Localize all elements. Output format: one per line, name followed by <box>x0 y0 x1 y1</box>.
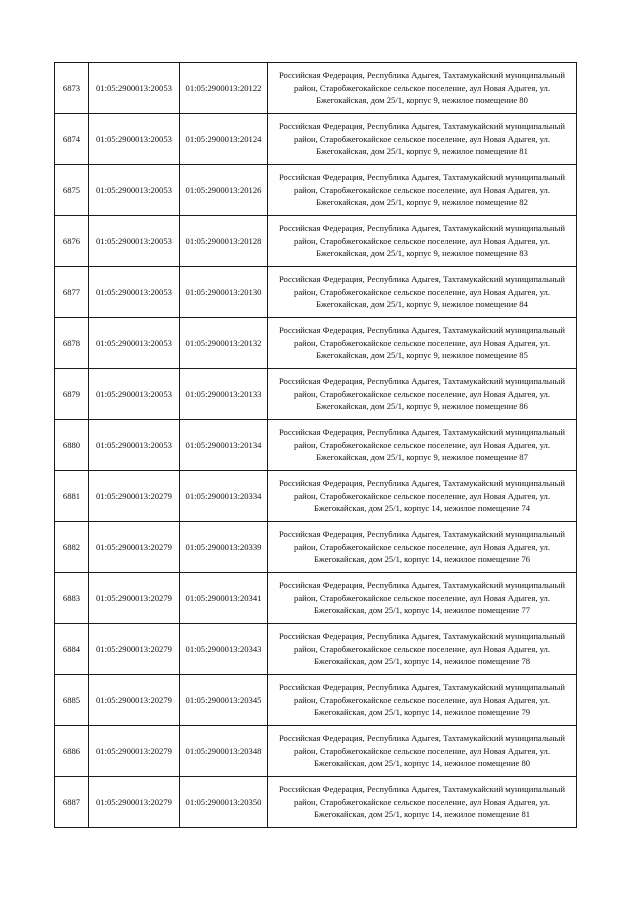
row-number-cell: 6885 <box>55 675 89 726</box>
address-cell: Российская Федерация, Республика Адыгея, Тахтамукайский муниципальный район, Старобжегокайское сельское поселение, аул Новая Адыгея, ул. Бжегокайская, дом 25/1, корпус 14, нежилое помещение 74 <box>268 471 577 522</box>
table-row <box>55 114 577 165</box>
address-cell: Российская Федерация, Республика Адыгея, Тахтамукайский муниципальный район, Старобжегокайское сельское поселение, аул Новая Адыгея, ул. Бжегокайская, дом 25/1, корпус 9, нежилое помещение 85 <box>268 318 577 369</box>
row-number-cell: 6883 <box>55 573 89 624</box>
cadastral-number-cell: 01:05:2900013:20350 <box>180 777 268 828</box>
parent-cadastral-number-cell: 01:05:2900013:20279 <box>89 522 180 573</box>
row-number-cell: 6873 <box>55 63 89 114</box>
parent-cadastral-number-cell: 01:05:2900013:20053 <box>89 369 180 420</box>
address-cell: Российская Федерация, Республика Адыгея, Тахтамукайский муниципальный район, Старобжегокайское сельское поселение, аул Новая Адыгея, ул. Бжегокайская, дом 25/1, корпус 14, нежилое помещение 76 <box>268 522 577 573</box>
parent-cadastral-number-cell: 01:05:2900013:20053 <box>89 63 180 114</box>
row-number-cell: 6886 <box>55 726 89 777</box>
registry-table <box>54 62 577 828</box>
address-cell: Российская Федерация, Республика Адыгея, Тахтамукайский муниципальный район, Старобжегокайское сельское поселение, аул Новая Адыгея, ул. Бжегокайская, дом 25/1, корпус 9, нежилое помещение 86 <box>268 369 577 420</box>
parent-cadastral-number-cell: 01:05:2900013:20279 <box>89 777 180 828</box>
cadastral-number-cell: 01:05:2900013:20134 <box>180 420 268 471</box>
address-cell: Российская Федерация, Республика Адыгея, Тахтамукайский муниципальный район, Старобжегокайское сельское поселение, аул Новая Адыгея, ул. Бжегокайская, дом 25/1, корпус 9, нежилое помещение 80 <box>268 63 577 114</box>
address-cell: Российская Федерация, Республика Адыгея, Тахтамукайский муниципальный район, Старобжегокайское сельское поселение, аул Новая Адыгея, ул. Бжегокайская, дом 25/1, корпус 9, нежилое помещение 83 <box>268 216 577 267</box>
parent-cadastral-number-cell: 01:05:2900013:20053 <box>89 216 180 267</box>
parent-cadastral-number-cell: 01:05:2900013:20279 <box>89 573 180 624</box>
table-row <box>55 624 577 675</box>
parent-cadastral-number-cell: 01:05:2900013:20279 <box>89 624 180 675</box>
row-number-cell: 6884 <box>55 624 89 675</box>
cadastral-number-cell: 01:05:2900013:20345 <box>180 675 268 726</box>
parent-cadastral-number-cell: 01:05:2900013:20053 <box>89 114 180 165</box>
parent-cadastral-number-cell: 01:05:2900013:20053 <box>89 420 180 471</box>
row-number-cell: 6882 <box>55 522 89 573</box>
row-number-cell: 6875 <box>55 165 89 216</box>
cadastral-number-cell: 01:05:2900013:20133 <box>180 369 268 420</box>
table-row <box>55 318 577 369</box>
parent-cadastral-number-cell: 01:05:2900013:20053 <box>89 318 180 369</box>
cadastral-number-cell: 01:05:2900013:20130 <box>180 267 268 318</box>
table-row <box>55 369 577 420</box>
table-row <box>55 165 577 216</box>
row-number-cell: 6878 <box>55 318 89 369</box>
address-cell: Российская Федерация, Республика Адыгея, Тахтамукайский муниципальный район, Старобжегокайское сельское поселение, аул Новая Адыгея, ул. Бжегокайская, дом 25/1, корпус 14, нежилое помещение 80 <box>268 726 577 777</box>
parent-cadastral-number-cell: 01:05:2900013:20053 <box>89 267 180 318</box>
address-cell: Российская Федерация, Республика Адыгея, Тахтамукайский муниципальный район, Старобжегокайское сельское поселение, аул Новая Адыгея, ул. Бжегокайская, дом 25/1, корпус 14, нежилое помещение 78 <box>268 624 577 675</box>
row-number-cell: 6876 <box>55 216 89 267</box>
address-cell: Российская Федерация, Республика Адыгея, Тахтамукайский муниципальный район, Старобжегокайское сельское поселение, аул Новая Адыгея, ул. Бжегокайская, дом 25/1, корпус 14, нежилое помещение 81 <box>268 777 577 828</box>
table-row <box>55 420 577 471</box>
row-number-cell: 6881 <box>55 471 89 522</box>
cadastral-number-cell: 01:05:2900013:20334 <box>180 471 268 522</box>
cadastral-number-cell: 01:05:2900013:20126 <box>180 165 268 216</box>
cadastral-number-cell: 01:05:2900013:20341 <box>180 573 268 624</box>
cadastral-number-cell: 01:05:2900013:20124 <box>180 114 268 165</box>
parent-cadastral-number-cell: 01:05:2900013:20053 <box>89 165 180 216</box>
table-row <box>55 726 577 777</box>
table-row <box>55 63 577 114</box>
table-row <box>55 471 577 522</box>
cadastral-number-cell: 01:05:2900013:20128 <box>180 216 268 267</box>
address-cell: Российская Федерация, Республика Адыгея, Тахтамукайский муниципальный район, Старобжегокайское сельское поселение, аул Новая Адыгея, ул. Бжегокайская, дом 25/1, корпус 14, нежилое помещение 77 <box>268 573 577 624</box>
row-number-cell: 6887 <box>55 777 89 828</box>
cadastral-number-cell: 01:05:2900013:20339 <box>180 522 268 573</box>
parent-cadastral-number-cell: 01:05:2900013:20279 <box>89 675 180 726</box>
address-cell: Российская Федерация, Республика Адыгея, Тахтамукайский муниципальный район, Старобжегокайское сельское поселение, аул Новая Адыгея, ул. Бжегокайская, дом 25/1, корпус 9, нежилое помещение 82 <box>268 165 577 216</box>
table-row <box>55 267 577 318</box>
address-cell: Российская Федерация, Республика Адыгея, Тахтамукайский муниципальный район, Старобжегокайское сельское поселение, аул Новая Адыгея, ул. Бжегокайская, дом 25/1, корпус 9, нежилое помещение 84 <box>268 267 577 318</box>
cadastral-number-cell: 01:05:2900013:20122 <box>180 63 268 114</box>
table-row <box>55 675 577 726</box>
table-row <box>55 777 577 828</box>
cadastral-number-cell: 01:05:2900013:20132 <box>180 318 268 369</box>
row-number-cell: 6880 <box>55 420 89 471</box>
cadastral-number-cell: 01:05:2900013:20343 <box>180 624 268 675</box>
address-cell: Российская Федерация, Республика Адыгея, Тахтамукайский муниципальный район, Старобжегокайское сельское поселение, аул Новая Адыгея, ул. Бжегокайская, дом 25/1, корпус 14, нежилое помещение 79 <box>268 675 577 726</box>
table-row <box>55 573 577 624</box>
table-row <box>55 522 577 573</box>
address-cell: Российская Федерация, Республика Адыгея, Тахтамукайский муниципальный район, Старобжегокайское сельское поселение, аул Новая Адыгея, ул. Бжегокайская, дом 25/1, корпус 9, нежилое помещение 87 <box>268 420 577 471</box>
row-number-cell: 6879 <box>55 369 89 420</box>
table-row <box>55 216 577 267</box>
address-cell: Российская Федерация, Республика Адыгея, Тахтамукайский муниципальный район, Старобжегокайское сельское поселение, аул Новая Адыгея, ул. Бжегокайская, дом 25/1, корпус 9, нежилое помещение 81 <box>268 114 577 165</box>
row-number-cell: 6877 <box>55 267 89 318</box>
parent-cadastral-number-cell: 01:05:2900013:20279 <box>89 471 180 522</box>
parent-cadastral-number-cell: 01:05:2900013:20279 <box>89 726 180 777</box>
row-number-cell: 6874 <box>55 114 89 165</box>
cadastral-number-cell: 01:05:2900013:20348 <box>180 726 268 777</box>
